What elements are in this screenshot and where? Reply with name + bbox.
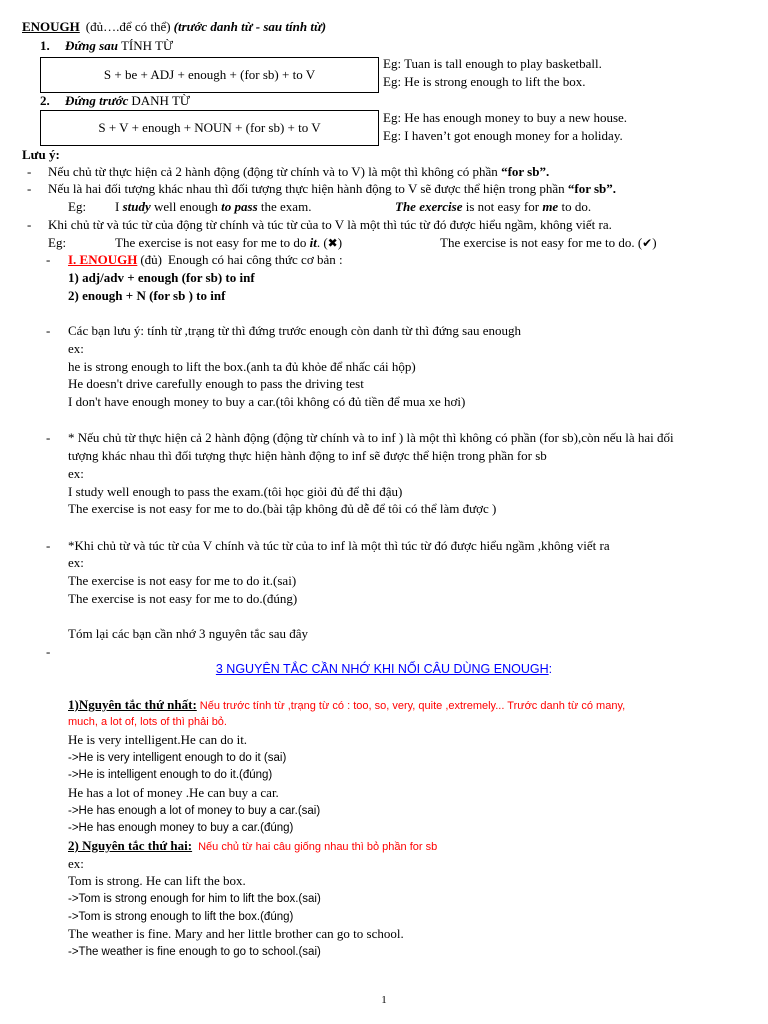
- example-text: I: [115, 199, 123, 214]
- explanation-line: ex:: [68, 466, 84, 481]
- structure-1-example-1: Eg: Tuan is tall enough to play basketball.: [383, 56, 602, 71]
- note-example-2-label: Eg:: [48, 235, 67, 250]
- principle-1-rule-continued: much, a lot of, lots of thì phải bỏ.: [68, 716, 227, 728]
- notes-heading: Lưu ý:: [22, 147, 60, 162]
- explanation-line: I study well enough to pass the exam.(tôi học giỏi đủ để thi đậu): [68, 484, 403, 499]
- principle-example: He has a lot of money .He can buy a car.: [68, 785, 279, 800]
- principle-1-label: 1)Nguyên tắc thứ nhất:: [68, 697, 197, 712]
- example-text: The exercise is not easy for me to do: [115, 235, 310, 250]
- note-1-bullet: -: [27, 164, 32, 179]
- structure-2-formula-box: [40, 110, 379, 146]
- structure-1-word-class: TÍNH TỪ: [120, 38, 174, 53]
- example-text: The exercise is not easy for me to do. (: [440, 235, 643, 250]
- principle-example: ->He is very intelligent enough to do it (sai): [68, 752, 287, 764]
- title-keyword: ENOUGH: [22, 19, 80, 34]
- structure-1-heading: [65, 38, 173, 54]
- note-example-1-label: Eg:: [68, 199, 87, 214]
- explanation-line: ex:: [68, 555, 84, 570]
- note-example-1-first: [115, 199, 311, 215]
- principle-example: The weather is fine. Mary and her little brother can go to school.: [68, 926, 404, 941]
- explanation-line: The exercise is not easy for me to do.(bài tập không đủ dễ để tôi có thể làm được ): [68, 501, 497, 516]
- note-3: Khi chủ từ và túc từ của động từ chính và túc từ của to V là một thì túc từ đó được hiểu ngầm, không viết ra.: [48, 217, 612, 232]
- principle-1-rule: [68, 697, 625, 714]
- principle-2-label: 2) Nguyên tắc thứ hai:: [68, 838, 193, 853]
- note-example-2-wrong: [115, 235, 342, 251]
- explanation-1-bullet: -: [46, 323, 51, 338]
- explanation-line: * Nếu chủ từ thực hiện cả 2 hành động (động từ chính và to inf ) là một thì không có phần (for sb),còn nếu là hai đối: [68, 430, 674, 445]
- example-emphasis: study: [122, 199, 151, 214]
- summary-text: Tóm lại các bạn cần nhớ 3 nguyên tắc sau đây: [68, 626, 309, 641]
- section-one-meaning: (đủ): [140, 252, 163, 267]
- explanation-line: ex:: [68, 341, 84, 356]
- principle-1-rule-text: Nếu trước tính từ ,trạng từ có : too, so, very, quite ,extremely... Trước danh từ có many,: [199, 700, 626, 712]
- explanation-2-bullet: -: [46, 430, 51, 445]
- section-one-title: I. ENOUGH: [68, 252, 138, 267]
- explanation-line: tượng khác nhau thì đối tượng thực hiện hành động to inf sẽ được thể hiện trong phần for sb: [68, 448, 547, 463]
- example-emphasis: to pass: [221, 199, 258, 214]
- structure-2-placement: Đứng trước: [65, 93, 129, 108]
- title-meaning: (đủ….để có thể): [85, 19, 171, 34]
- cross-icon: ✖: [327, 236, 338, 250]
- example-text: ): [652, 235, 657, 250]
- principle-example: ->He has enough a lot of money to buy a car.(sai): [68, 805, 321, 817]
- explanation-line: The exercise is not easy for me to do.(đúng): [68, 591, 298, 606]
- note-2-text: Nếu là hai đối tượng khác nhau thì đối tượng thực hiện hành động to V sẽ được thể hiện trong phần: [48, 181, 568, 196]
- explanation-line: I don't have enough money to buy a car.(tôi không có đủ tiền để mua xe hơi): [68, 394, 466, 409]
- example-emphasis: it: [309, 235, 317, 250]
- principle-example: ->He is intelligent enough to do it.(đúng): [68, 769, 273, 781]
- principle-example: ->Tom is strong enough to lift the box.(đúng): [68, 911, 294, 923]
- example-emphasis: The exercise: [395, 199, 463, 214]
- principles-heading-text: 3 NGUYÊN TẮC CẦN NHỚ KHI NỐI CÂU DÙNG ENOUGH: [215, 662, 549, 676]
- example-emphasis: me: [542, 199, 559, 214]
- note-2: [48, 181, 616, 197]
- structure-1-formula-box: [40, 57, 379, 93]
- example-text: the exam.: [257, 199, 312, 214]
- structure-2-example-1: Eg: He has enough money to buy a new house.: [383, 110, 628, 125]
- explanation-3-bullet: -: [46, 538, 51, 553]
- note-1-text: Nếu chủ từ thực hiện cả 2 hành động (động từ chính và to V) là một thì không có phần: [48, 164, 502, 179]
- title-position: (trước danh từ - sau tính từ): [173, 19, 327, 34]
- structure-1-formula: S + be + ADJ + enough + (for sb) + to V: [103, 67, 316, 82]
- check-icon: ✔: [642, 236, 653, 250]
- summary-bullet: -: [46, 644, 51, 659]
- principle-example: ->He has enough money to buy a car.(đúng): [68, 822, 294, 834]
- explanation-line: *Khi chủ từ và túc từ của V chính và túc từ của to inf là một thì túc từ đó được hiểu ngầm ,không viết ra: [68, 538, 610, 553]
- structure-2-number: 2.: [40, 93, 50, 108]
- page-number: 1: [381, 994, 387, 1006]
- example-text: ): [337, 235, 343, 250]
- example-text: is not easy for: [462, 199, 543, 214]
- principle-example: ->Tom is strong enough for him to lift the box.(sai): [68, 893, 321, 905]
- note-2-emphasis: “for sb”.: [567, 181, 617, 196]
- structure-2-formula: S + V + enough + NOUN + (for sb) + to V: [98, 120, 321, 135]
- explanation-line: He doesn't drive carefully enough to pass the driving test: [68, 376, 364, 391]
- note-example-1-second: [395, 199, 591, 215]
- structure-1-number: 1.: [40, 38, 50, 53]
- explanation-line: The exercise is not easy for me to do it.(sai): [68, 573, 297, 588]
- note-3-bullet: -: [27, 217, 32, 232]
- structure-2-word-class: DANH TỪ: [131, 93, 190, 108]
- example-text: well enough: [150, 199, 222, 214]
- principle-2-rule-text: Nếu chủ từ hai câu giống nhau thì bỏ phần for sb: [198, 841, 438, 853]
- example-text: . (: [316, 235, 328, 250]
- structure-1-placement: Đứng sau: [65, 38, 118, 53]
- note-1: [48, 164, 549, 180]
- formula-1: 1) adj/adv + enough (for sb) to inf: [68, 270, 255, 285]
- explanation-line: Các bạn lưu ý: tính từ ,trạng từ thì đứng trước enough còn danh từ thì đứng sau enough: [68, 323, 521, 338]
- section-one-intro: Enough có hai công thức cơ bản :: [168, 252, 343, 267]
- principle-example: ex:: [68, 856, 84, 871]
- section-one-bullet: -: [46, 252, 51, 267]
- principle-2-rule: [68, 838, 437, 855]
- structure-1-example-2: Eg: He is strong enough to lift the box.: [383, 74, 586, 89]
- note-example-2-correct: [440, 235, 657, 251]
- structure-2-heading: [65, 93, 190, 109]
- principles-heading: [0, 661, 768, 677]
- principle-example: He is very intelligent.He can do it.: [68, 732, 248, 747]
- formula-2: 2) enough + N (for sb ) to inf: [68, 288, 226, 303]
- principle-example: ->The weather is fine enough to go to school.(sai): [68, 946, 321, 958]
- structure-2-example-2: Eg: I haven’t got enough money for a holiday.: [383, 128, 623, 143]
- principles-heading-colon: :: [548, 662, 553, 676]
- section-one-heading: [68, 252, 343, 268]
- document-title: [22, 19, 326, 35]
- note-2-bullet: -: [27, 181, 32, 196]
- principle-example: Tom is strong. He can lift the box.: [68, 873, 246, 888]
- explanation-line: he is strong enough to lift the box.(anh ta đủ khỏe để nhấc cái hộp): [68, 359, 416, 374]
- note-1-emphasis: “for sb”.: [501, 164, 550, 179]
- example-text: to do.: [558, 199, 592, 214]
